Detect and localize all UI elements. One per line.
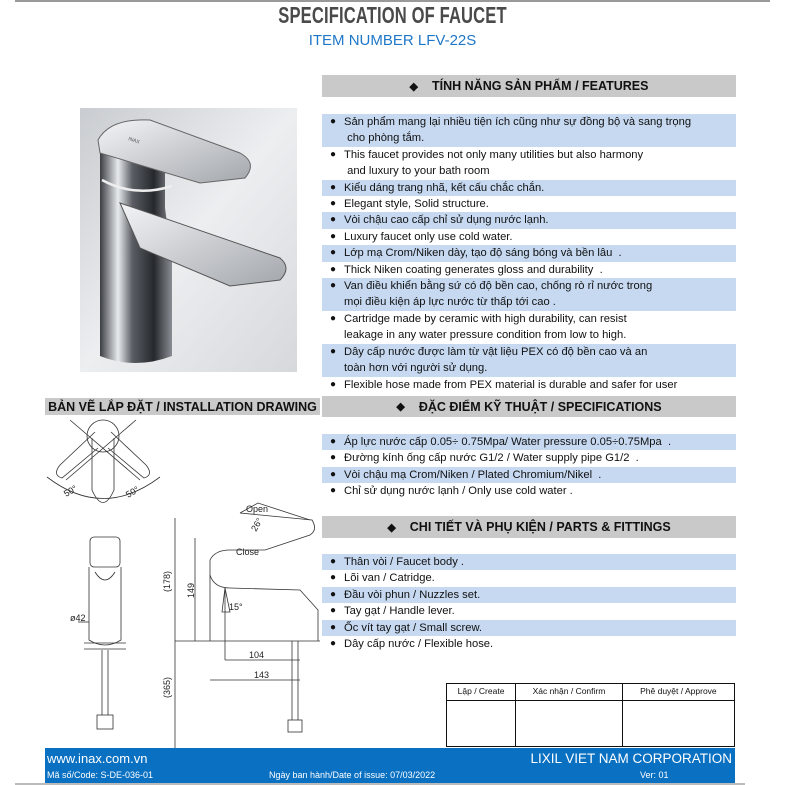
document-code: Mã số/Code: S-DE-036-01 [47, 770, 154, 780]
company-name: LIXIL VIET NAM CORPORATION [530, 751, 732, 766]
list-item-text: Sản phẩm mang lại nhiều tiện ích cũng như sự đồng bộ và sang trọng cho phòng tắm. [344, 116, 692, 145]
front-view [78, 537, 126, 729]
website-link[interactable]: www.inax.com.vn [47, 751, 148, 766]
list-item-text: Lớp mạ Crom/Niken dày, tạo độ sáng bóng và bền lâu . [344, 247, 622, 260]
page-title: SPECIFICATION OF FAUCET [278, 2, 507, 28]
top-view [47, 420, 160, 503]
bullet-icon: ● [329, 436, 337, 447]
installation-heading [45, 398, 320, 415]
bullet-icon: ● [329, 263, 337, 275]
spout-height-label: 149 [186, 582, 196, 598]
total-depth-label: 143 [254, 670, 270, 680]
signoff-create-cell [447, 701, 516, 747]
list-item-text: Flexible hose made from PEX material is durable and safer for user [344, 378, 678, 391]
list-item-text: Thick Niken coating generates gloss and durability . [344, 263, 603, 276]
list-item [322, 114, 736, 147]
open-label: Open [246, 504, 269, 514]
list-item [322, 377, 736, 393]
bullet-icon: ● [329, 621, 337, 633]
features-heading-label: TÍNH NĂNG SẢN PHẨM / FEATURES [432, 79, 649, 93]
angle-right-label: 50° [124, 484, 141, 500]
list-item [322, 180, 736, 196]
specifications-list [322, 434, 736, 500]
bullet-icon: ● [329, 230, 337, 242]
list-item [322, 212, 736, 228]
list-item [322, 311, 736, 344]
bullet-icon: ● [329, 181, 337, 193]
list-item [322, 636, 736, 652]
bullet-icon: ● [329, 198, 337, 210]
side-view [175, 503, 320, 760]
list-item [322, 620, 736, 636]
diamond-icon: ◆ [396, 401, 405, 413]
list-item [322, 245, 736, 261]
list-item [322, 262, 736, 278]
angle-left-label: 50° [62, 483, 79, 499]
list-item-text: Tay gạt / Handle lever. [344, 605, 455, 618]
list-item-text: This faucet provides not only many utilities but also harmony and luxury to your bath room [344, 148, 644, 178]
bullet-icon: ● [329, 378, 337, 390]
bullet-icon: ● [329, 556, 337, 567]
bullet-icon: ● [329, 572, 337, 584]
diamond-icon: ◆ [387, 521, 396, 534]
list-item-text: Vòi chậu mạ Crom/Niken / Plated Chromium/Nikel . [344, 468, 602, 481]
bullet-icon: ● [329, 148, 337, 160]
issue-date: Ngày ban hành/Date of issue: 07/03/2022 [269, 770, 436, 780]
list-item-text: Thân vòi / Faucet body . [344, 556, 465, 568]
bullet-icon: ● [329, 452, 337, 464]
list-item-text: Dây cấp nước / Flexible hose. [344, 638, 494, 651]
bullet-icon: ● [329, 214, 337, 226]
version: Ver: 01 [640, 770, 669, 780]
signoff-confirm-header: Xác nhận / Confirm [516, 684, 623, 701]
list-item-text: Lõi van / Catridge. [344, 572, 435, 585]
bullet-icon: ● [329, 312, 337, 324]
signoff-confirm-cell [516, 701, 623, 747]
list-item-text: Cartridge made by ceramic with high durability, can resist leakage in any water pressure condition from low to high. [344, 312, 627, 342]
total-height-label: (178) [162, 570, 172, 592]
signoff-approve-cell [622, 701, 734, 747]
list-item-text: Chỉ sử dụng nước lạnh / Only use cold water . [344, 485, 573, 498]
signoff-create-header: Lập / Create [447, 684, 516, 701]
hose-length-label: (365) [162, 676, 172, 698]
list-item-text: Kiểu dáng trang nhã, kết cấu chắc chắn. [344, 181, 545, 194]
list-item [322, 278, 736, 311]
list-item [322, 344, 736, 377]
list-item-text: Đầu vòi phun / Nuzzles set. [344, 588, 481, 601]
signoff-table [446, 683, 735, 747]
parts-heading [322, 516, 736, 538]
bullet-icon: ● [329, 605, 337, 617]
brand-mark: INAX [127, 136, 141, 146]
bullet-icon: ● [329, 280, 337, 292]
list-item-text: Luxury faucet only use cold water. [344, 230, 513, 243]
spout-reach-label: 104 [249, 650, 265, 660]
specifications-heading-label: ĐẶC ĐIỂM KỸ THUẬT / SPECIFICATIONS [418, 399, 662, 414]
list-item-text: Vòi chậu cao cấp chỉ sử dụng nước lạnh. [344, 214, 549, 227]
diameter-label: ø42 [70, 613, 86, 623]
list-item-text: Đường kính ống cấp nước G1/2 / Water supply pipe G1/2 . [344, 452, 639, 465]
signoff-approve-header: Phê duyệt / Approve [622, 684, 734, 701]
bullet-icon: ● [329, 638, 337, 650]
spout-angle-label: 15° [229, 602, 243, 612]
open-angle-label: 26° [249, 516, 265, 533]
list-item [322, 147, 736, 180]
features-heading [322, 75, 736, 97]
product-photo [80, 108, 297, 372]
list-item [322, 483, 736, 499]
bullet-icon: ● [329, 247, 337, 259]
list-item [322, 467, 736, 483]
bullet-icon: ● [329, 588, 337, 600]
list-item-text: Dây cấp nước được làm từ vật liệu PEX có độ bền cao và an toàn hơn với người sử dụng. [344, 345, 648, 375]
list-item [322, 570, 736, 586]
parts-heading-label: CHI TIẾT VÀ PHỤ KIỆN / PARTS & FITTINGS [409, 520, 671, 534]
list-item [322, 434, 736, 450]
bullet-icon: ● [329, 345, 337, 357]
list-item [322, 554, 736, 570]
close-label: Close [236, 547, 260, 557]
list-item [322, 450, 736, 466]
footer-bar [45, 748, 735, 783]
list-item [322, 603, 736, 619]
list-item [322, 196, 736, 212]
item-number: ITEM NUMBER LFV-22S [308, 32, 477, 49]
specifications-heading [322, 396, 736, 417]
parts-list [322, 554, 736, 652]
list-item [322, 229, 736, 245]
bullet-icon: ● [329, 468, 337, 480]
bullet-icon: ● [329, 116, 337, 127]
diamond-icon: ◆ [409, 80, 419, 93]
list-item-text: Elegant style, Solid structure. [344, 198, 489, 211]
list-item [322, 587, 736, 603]
bullet-icon: ● [329, 485, 337, 497]
features-list [322, 114, 736, 393]
list-item-text: Ốc vít tay gạt / Small screw. [344, 621, 483, 634]
list-item-text: Áp lực nước cấp 0.05÷ 0.75Mpa/ Water pressure 0.05÷0.75Mpa . [344, 436, 672, 448]
installation-heading-label: BẢN VẼ LẮP ĐẶT / INSTALLATION DRAWING [48, 399, 317, 414]
list-item-text: Van điều khiển bằng sứ có độ bền cao, chống rò rỉ nước trong mọi điều kiện áp lực nước từ thấp tới cao . [344, 280, 653, 309]
